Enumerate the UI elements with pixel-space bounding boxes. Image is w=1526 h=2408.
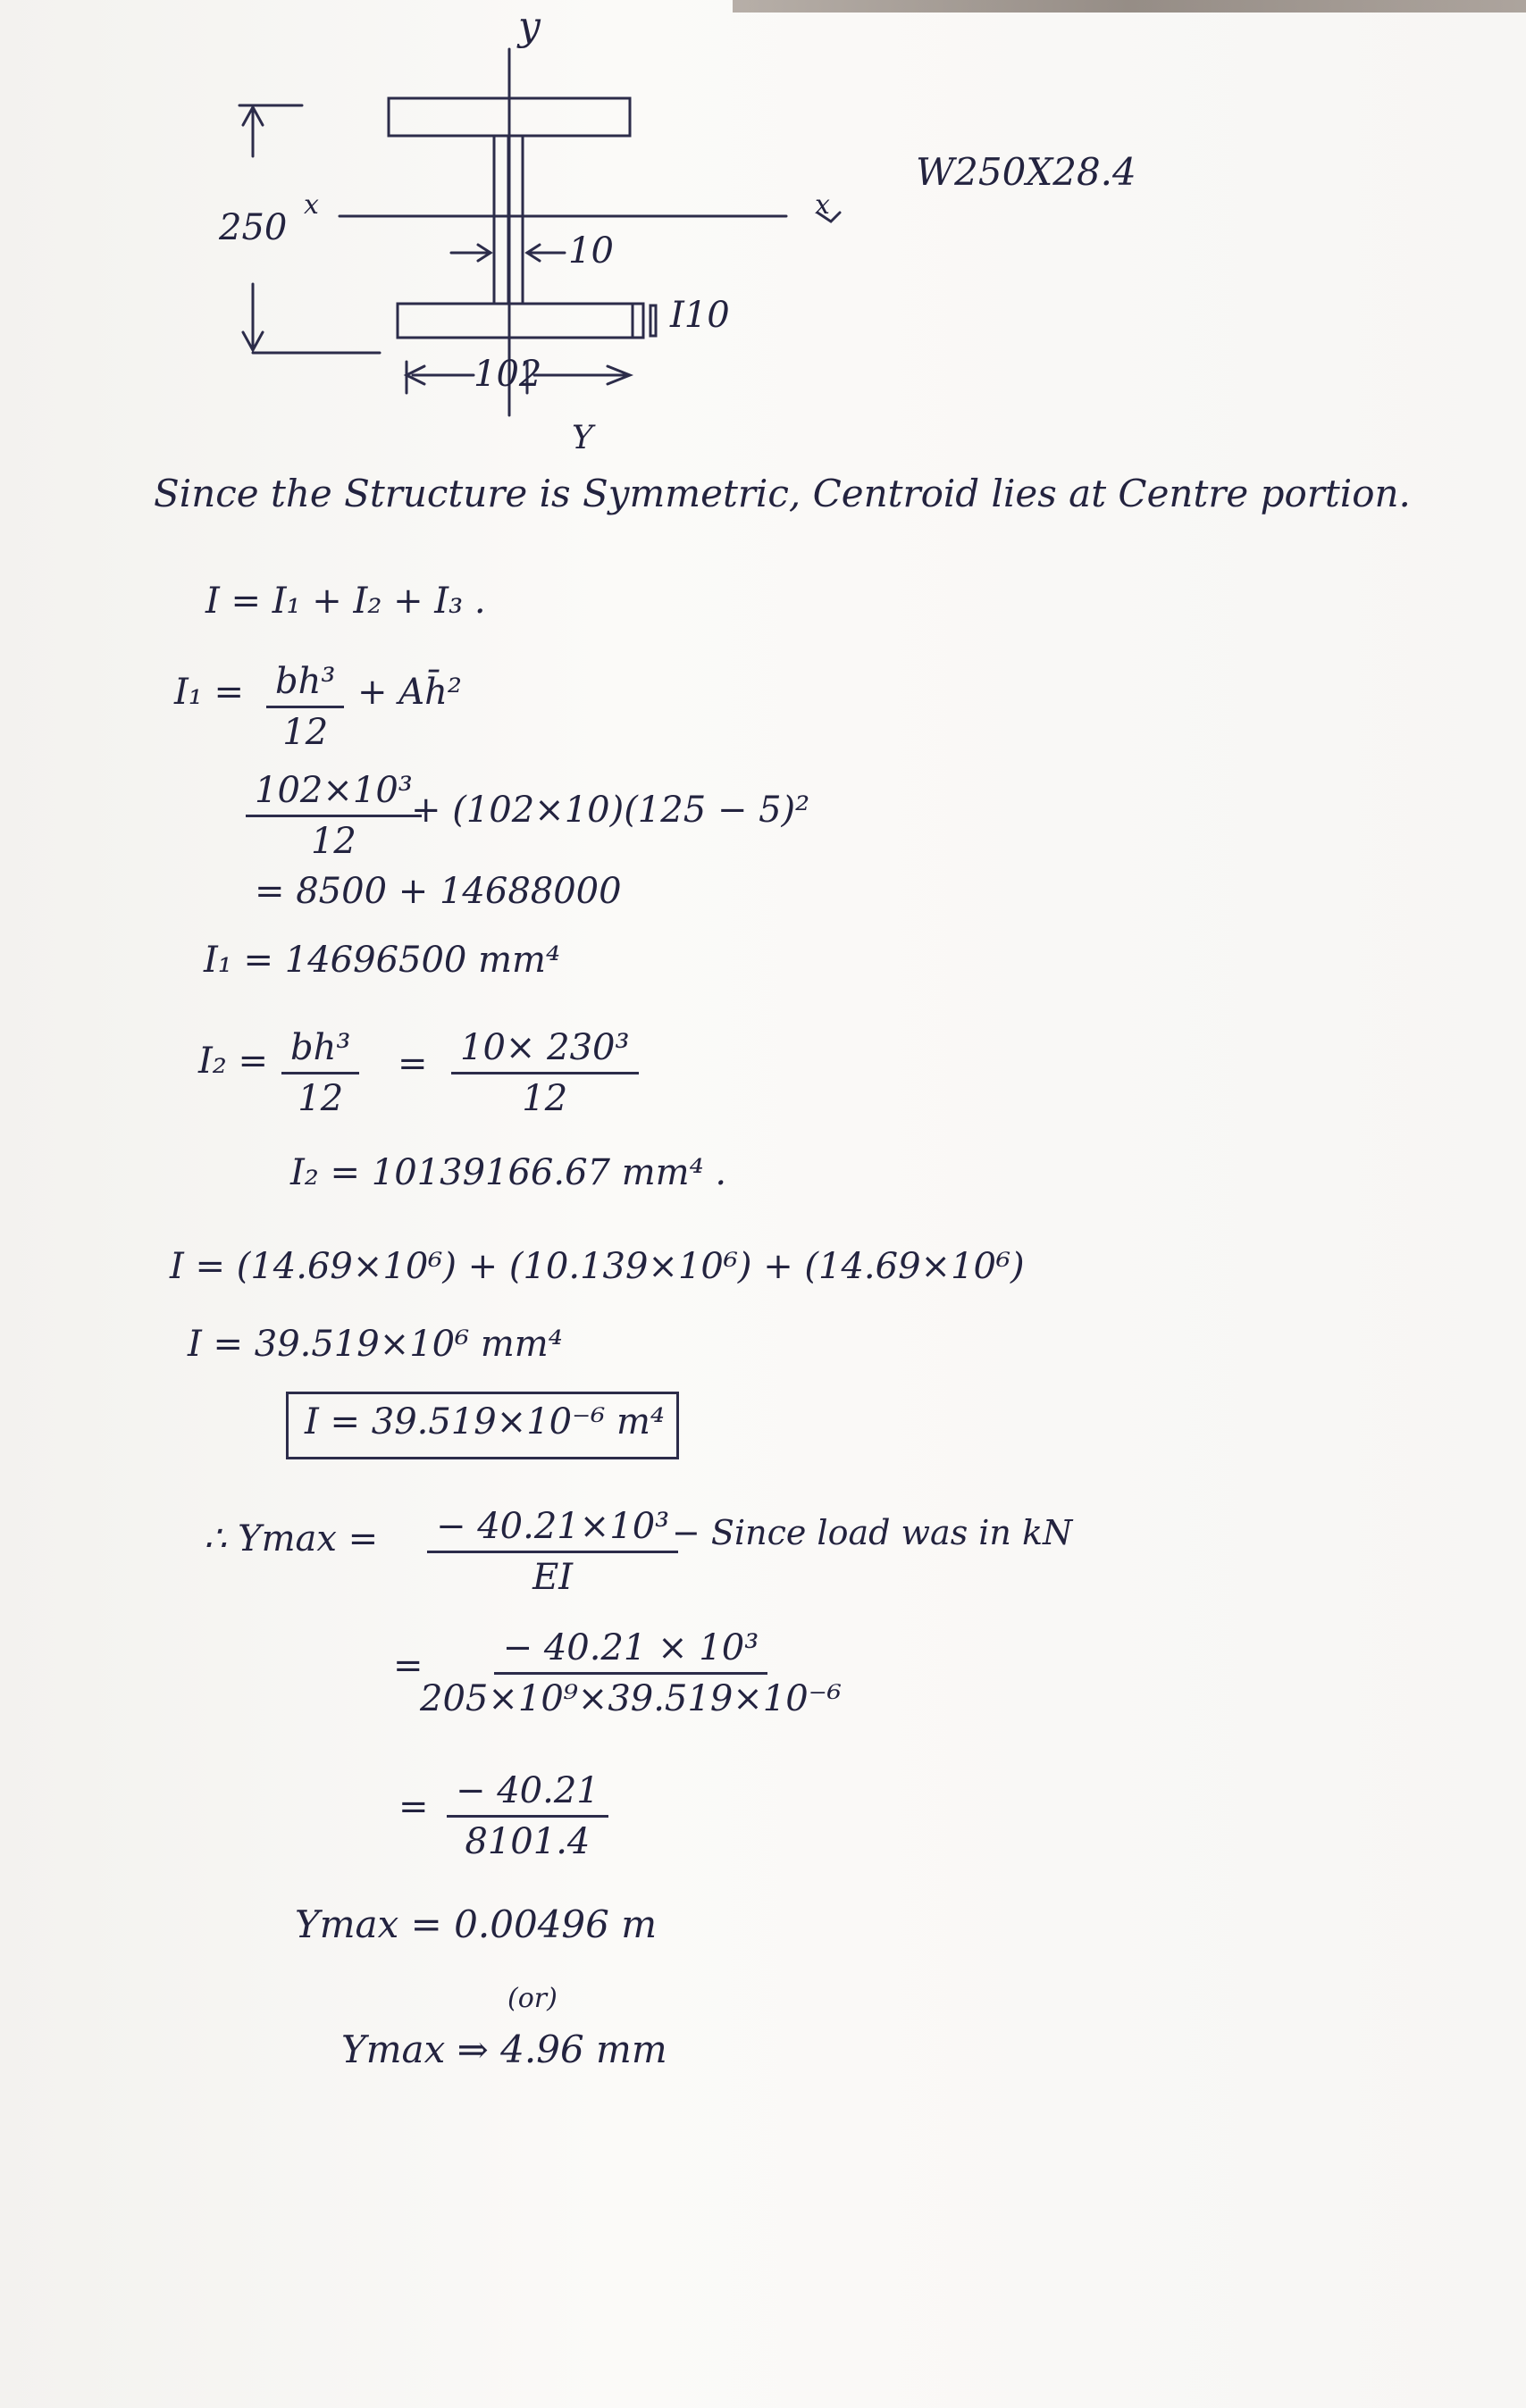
i2-formula-fraction xyxy=(281,1027,359,1119)
i2-result: I₂ = 10139166.67 mm⁴ . xyxy=(290,1152,727,1193)
ymax-formula-numerator: − 40.21×10³ xyxy=(427,1506,678,1553)
ymax-formula-fraction xyxy=(427,1506,678,1598)
i2-value-denominator: 12 xyxy=(522,1078,568,1119)
i-section-diagram xyxy=(0,0,1526,500)
i1-sum: = 8500 + 14688000 xyxy=(255,871,622,912)
i1-expand-tail: + (102×10)(125 − 5)² xyxy=(411,790,810,831)
axis-x-right-label: x xyxy=(815,189,830,221)
web-thickness-label: 10 xyxy=(568,230,614,272)
i2-formula-numerator: bh³ xyxy=(281,1027,359,1074)
i2-value-numerator: 10× 230³ xyxy=(451,1027,639,1074)
ymax-step3-equals: = xyxy=(398,1786,429,1827)
section-name: W250X28.4 xyxy=(916,150,1136,194)
ymax-step3-denominator: 8101.4 xyxy=(465,1821,591,1862)
bottom-flange xyxy=(398,304,643,338)
ymax-step3-numerator: − 40.21 xyxy=(447,1770,608,1818)
flange-thickness-label: I10 xyxy=(670,295,730,336)
axis-x-left-label: x xyxy=(304,189,319,221)
i1-expand-denominator: 12 xyxy=(310,821,356,862)
boxed-result xyxy=(286,1392,679,1459)
i2-equals: = xyxy=(398,1043,428,1084)
ymax-formula-denominator: EI xyxy=(532,1557,574,1598)
ymax-step3-fraction xyxy=(447,1770,608,1862)
i1-formula-fraction xyxy=(266,661,344,753)
axis-y-bottom-label: Y xyxy=(572,420,593,456)
symmetry-statement: Since the Structure is Symmetric, Centroid lies at Centre portion. xyxy=(154,472,1411,515)
ymax-step2-fraction xyxy=(420,1627,842,1719)
ymax-step2-equals: = xyxy=(393,1645,423,1686)
i2-lhs: I₂ = xyxy=(198,1041,269,1082)
ymax-result-m: Ymax = 0.00496 m xyxy=(295,1902,658,1946)
total-result-mm: I = 39.519×10⁶ mm⁴ xyxy=(188,1324,563,1365)
ymax-lhs: ∴ Ymax = xyxy=(204,1518,379,1559)
moment-sum-equation: I = I₁ + I₂ + I₃ . xyxy=(205,581,486,622)
i1-expand-fraction xyxy=(246,770,422,862)
i1-formula-numerator: bh³ xyxy=(266,661,344,708)
or-label: (or) xyxy=(507,1983,558,2014)
flange-width-label: 102 xyxy=(474,354,542,395)
i2-formula-denominator: 12 xyxy=(298,1078,344,1119)
ymax-unit-note: − Since load was in kN xyxy=(672,1513,1073,1552)
ymax-step2-denominator: 205×10⁹×39.519×10⁻⁶ xyxy=(420,1678,842,1719)
ymax-result-mm: Ymax ⇒ 4.96 mm xyxy=(341,2028,667,2071)
ymax-step2-numerator: − 40.21 × 10³ xyxy=(494,1627,768,1675)
i1-expand-numerator: 102×10³ xyxy=(246,770,422,817)
i2-value-fraction xyxy=(451,1027,639,1119)
boxed-result-text: I = 39.519×10⁻⁶ m⁴ xyxy=(305,1401,665,1442)
i1-lhs: I₁ = xyxy=(174,672,245,713)
height-label: 250 xyxy=(219,207,288,248)
i1-result: I₁ = 14696500 mm⁴ xyxy=(204,940,560,981)
i1-formula-denominator: 12 xyxy=(282,712,329,753)
total-sum-line: I = (14.69×10⁶) + (10.139×10⁶) + (14.69×10⁶) xyxy=(170,1246,1025,1287)
i1-formula-tail: + Ah̄² xyxy=(357,672,462,713)
axis-y-top-label: y xyxy=(518,4,541,49)
